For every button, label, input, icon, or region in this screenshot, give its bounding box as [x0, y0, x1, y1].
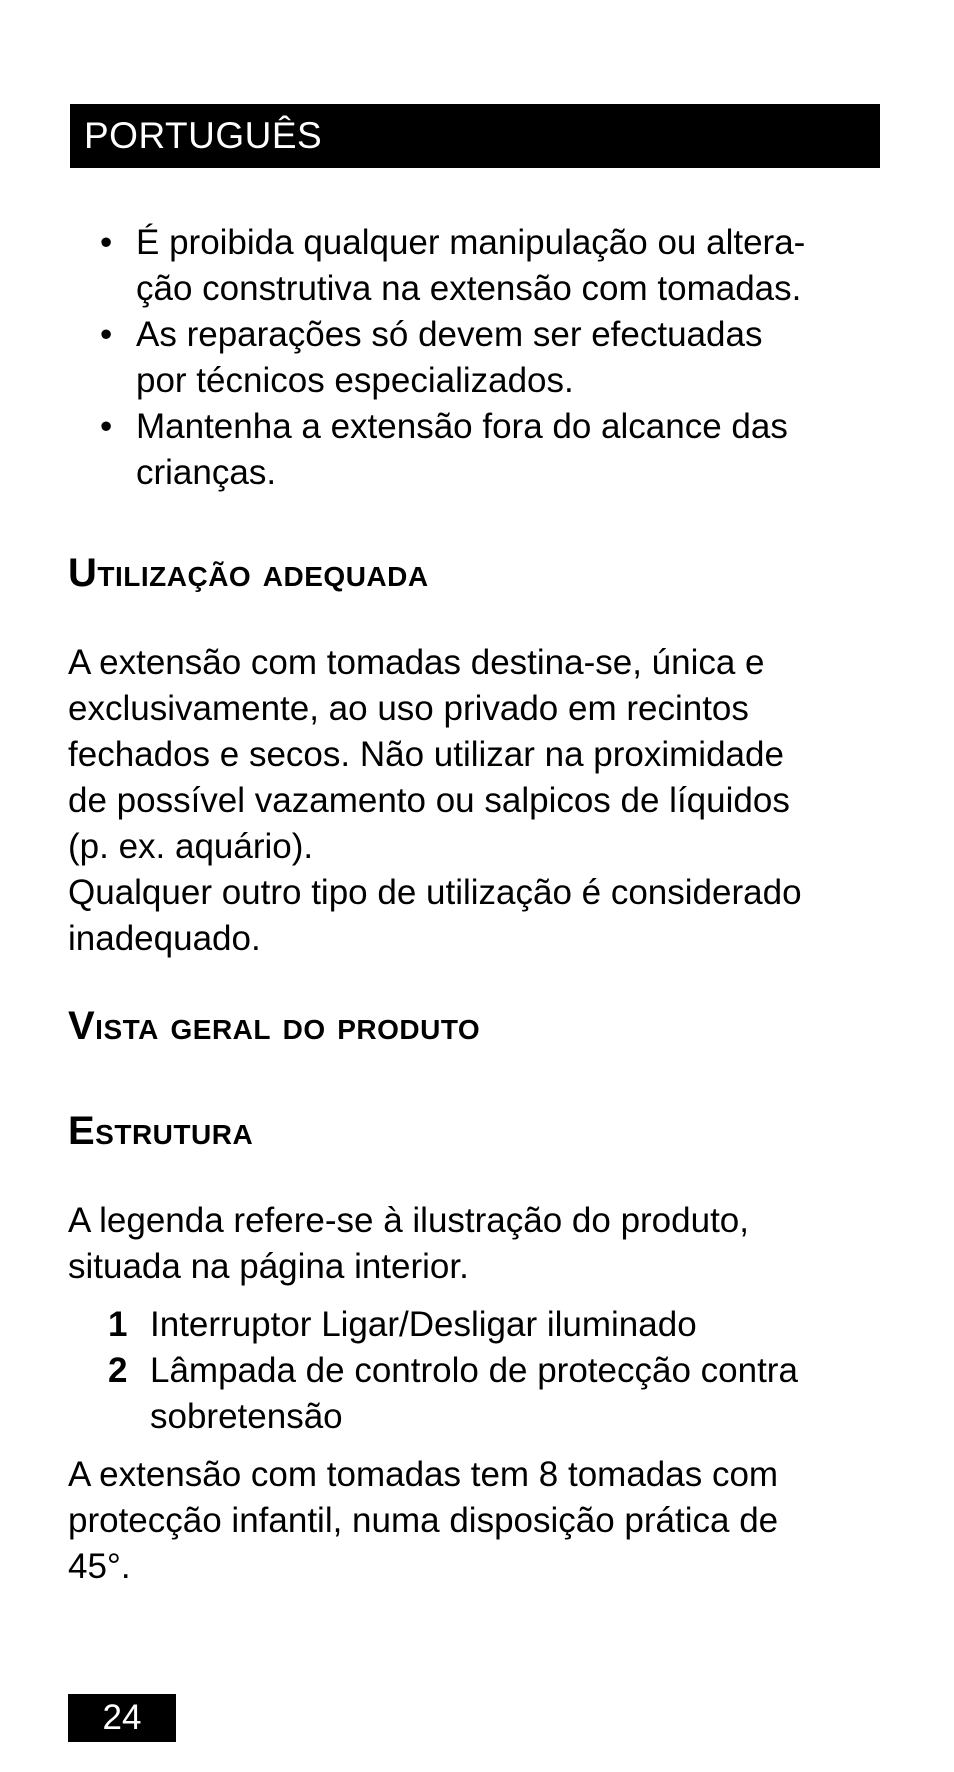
paragraph-line: Qualquer outro tipo de utilização é considerado [68, 873, 802, 912]
item-number: 1 [108, 1305, 128, 1344]
section-heading-intended-use: Utilização adequada [68, 551, 429, 595]
safety-bullet-list [96, 220, 886, 496]
paragraph-line: 45°. [68, 1547, 131, 1586]
bullet-line: Mantenha a extensão fora do alcance das [136, 407, 788, 446]
language-label: PORTUGUÊS [84, 115, 323, 156]
item-line: Lâmpada de controlo de protecção contra [150, 1351, 798, 1390]
bullet-line: É proibida qualquer manipulação ou altera- [136, 223, 806, 262]
paragraph-line: A extensão com tomadas destina-se, única e [68, 643, 765, 682]
structure-closing-paragraph [68, 1452, 898, 1590]
bullet-line: ção construtiva na extensão com tomadas. [136, 269, 802, 308]
paragraph-line: de possível vazamento ou salpicos de líquidos [68, 781, 790, 820]
section-heading-structure: Estrutura [68, 1109, 254, 1153]
paragraph-line: inadequado. [68, 919, 261, 958]
section-heading-product-overview: Vista geral do produto [68, 1004, 481, 1048]
list-item [96, 404, 886, 496]
list-item [108, 1302, 888, 1348]
list-item [96, 312, 886, 404]
bullet-icon: • [100, 223, 113, 262]
bullet-icon: • [100, 315, 113, 354]
paragraph-line: fechados e secos. Não utilizar na proximidade [68, 735, 784, 774]
bullet-line: crianças. [136, 453, 277, 492]
bullet-icon: • [100, 407, 113, 446]
paragraph-line: A legenda refere-se à ilustração do produto, [68, 1201, 749, 1240]
paragraph-line: situada na página interior. [68, 1247, 469, 1286]
paragraph-line: A extensão com tomadas tem 8 tomadas com [68, 1455, 779, 1494]
paragraph-line: (p. ex. aquário). [68, 827, 314, 866]
intended-use-paragraph [68, 640, 898, 962]
bullet-line: por técnicos especializados. [136, 361, 574, 400]
item-number: 2 [108, 1351, 128, 1390]
page-number-badge [68, 1694, 176, 1742]
list-item [96, 220, 886, 312]
page-number: 24 [102, 1698, 142, 1737]
paragraph-line: exclusivamente, ao uso privado em recintos [68, 689, 749, 728]
component-legend-list [108, 1302, 888, 1440]
bullet-line: As reparações só devem ser efectuadas [136, 315, 763, 354]
list-item [108, 1348, 888, 1440]
language-header [70, 104, 880, 168]
item-line: Interruptor Ligar/Desligar iluminado [150, 1305, 697, 1344]
paragraph-line: protecção infantil, numa disposição prática de [68, 1501, 779, 1540]
structure-intro-paragraph [68, 1198, 898, 1290]
item-line: sobretensão [150, 1397, 343, 1436]
